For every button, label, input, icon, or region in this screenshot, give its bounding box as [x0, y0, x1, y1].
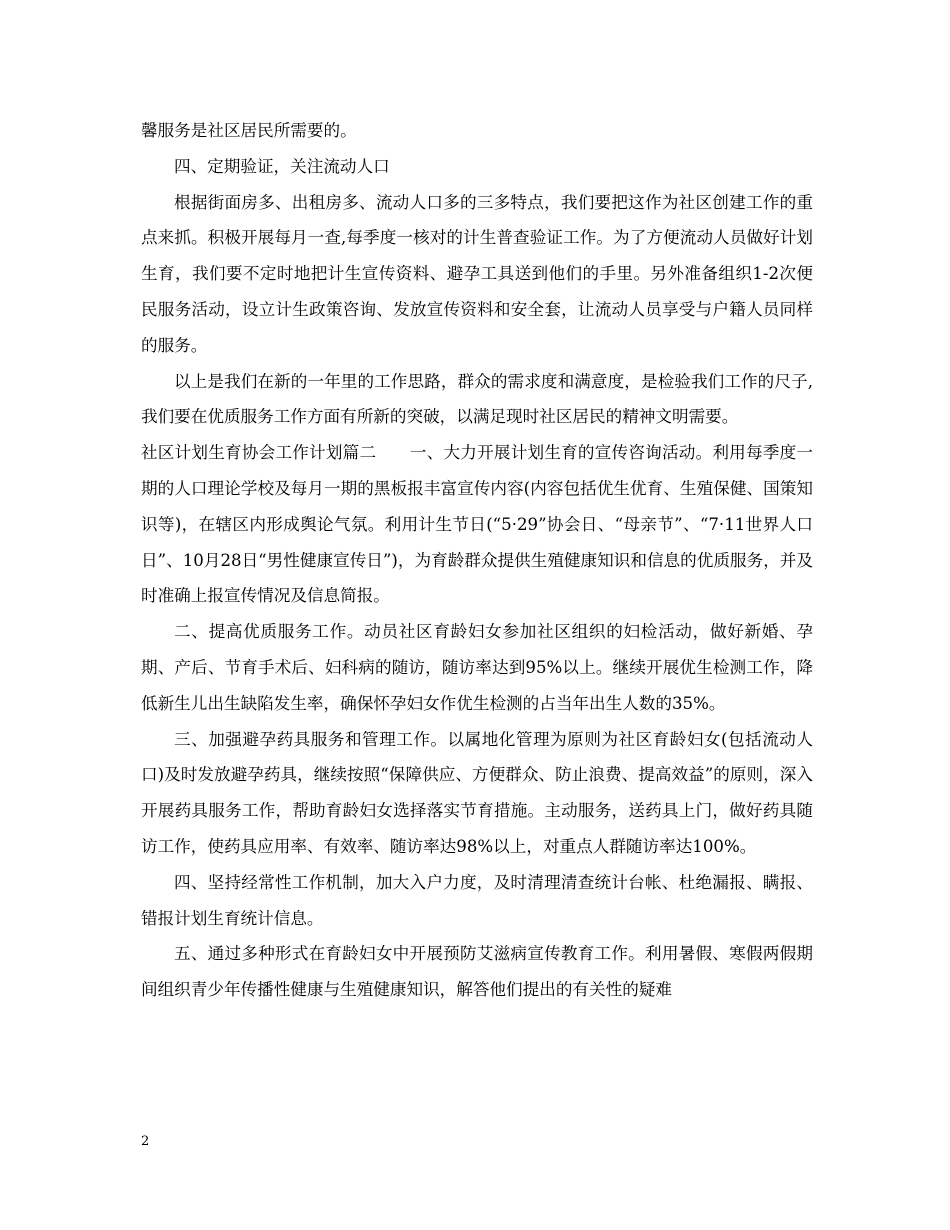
- paragraph-plan-two-propaganda: 社区计划生育协会工作计划篇二 一、大力开展计划生育的宣传咨询活动。利用每季度一期的人口理论学校及每月一期的黑板报丰富宣传内容(内容包括优生优育、生殖保健、国策知识等)，在辖区内形成舆论气氛。利用计生节日(“5·29”协会日、“母亲节”、“7·11世界人口日”、10月28日“男性健康宣传日”)，为育龄群众提供生殖健康知识和信息的优质服务，并及时准确上报宣传情况及信息简报。: [141, 443, 813, 606]
- paragraph-contraceptive-service: 三、加强避孕药具服务和管理工作。以属地化管理为原则为社区育龄妇女(包括流动人口)及时发放避孕药具，继续按照“保障供应、方便群众、防止浪费、提高效益”的原则，深入开展药具服务工作，帮助育龄妇女选择落实节育措施。主动服务，送药具上门，做好药具随访工作，使药具应用率、有效率、随访率达98%以上，对重点人群随访率达100%。: [141, 729, 813, 856]
- paragraph-service-intro: 馨服务是社区居民所需要的。: [141, 121, 357, 140]
- paragraph-aids-prevention: 五、通过多种形式在育龄妇女中开展预防艾滋病宣传教育工作。利用暑假、寒假两假期间组织青少年传播性健康与生殖健康知识，解答他们提出的有关性的疑难: [141, 944, 813, 1000]
- paragraph-regular-mechanism: 四、坚持经常性工作机制，加大入户力度，及时清理清查统计台帐、杜绝漏报、瞒报、错报计划生育统计信息。: [141, 872, 813, 928]
- paragraph-summary: 以上是我们在新的一年里的工作思路，群众的需求度和满意度，是检验我们工作的尺子,我们要在优质服务工作方面有所新的突破，以满足现时社区居民的精神文明需要。: [141, 371, 813, 427]
- paragraph-quality-service: 二、提高优质服务工作。动员社区育龄妇女参加社区组织的妇检活动，做好新婚、孕期、产后、节育手术后、妇科病的随访，随访率达到95%以上。继续开展优生检测工作，降低新生儿出生缺陷发生率，确保怀孕妇女作优生检测的占当年出生人数的35%。: [141, 622, 813, 713]
- body-text: [141, 113, 813, 1008]
- heading-verify-floating-population: 四、定期验证，关注流动人口: [174, 156, 390, 176]
- paragraph-floating-population: 根据街面房多、出租房多、流动人口多的三多特点，我们要把这作为社区创建工作的重点来抓。积极开展每月一查,每季度一核对的计生普查验证工作。为了方便流动人员做好计划生育，我们要不定时地把计生宣传资料、避孕工具送到他们的手里。另外准备组织1-2次便民服务活动，设立计生政策咨询、发放宣传资料和安全套，让流动人员享受与户籍人员同样的服务。: [141, 192, 813, 355]
- page-number: 2: [141, 1134, 150, 1149]
